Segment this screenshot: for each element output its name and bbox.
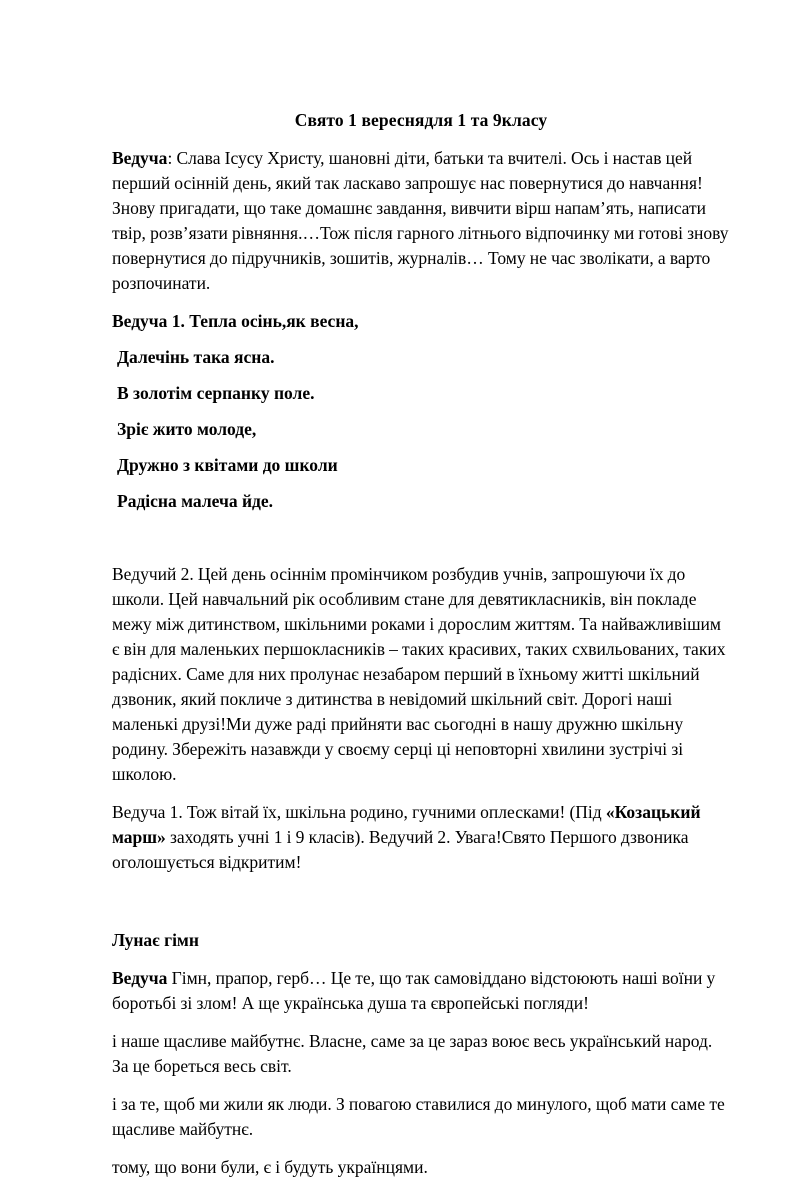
verse-line-6: Радісна малеча йде. [117, 491, 274, 511]
greeting-text-before: Ведуча 1. Тож вітай їх, шкільна родино, гучними оплесками! (Під [112, 802, 606, 822]
verse-line-5: Дружно з квітами до школи [117, 455, 338, 475]
document-title: Свято 1 вереснядля 1 та 9класу [294, 110, 548, 130]
verse-line-1: Ведуча 1. Тепла осінь,як весна, [112, 311, 359, 331]
verse-line-3: В золотім серпанку поле. [117, 383, 315, 403]
hymn-section-spacer [112, 888, 730, 928]
paragraph-intro [112, 146, 730, 296]
hymn-speech-text: Гімн, прапор, герб… Це те, що так самовіддано відстоюють наші воїни у боротьбі зі злом! А ще українська душа та європейські погляди! [112, 968, 716, 1013]
speaker-label-veducha-hymn: Ведуча [112, 968, 168, 988]
paragraph-future: і наше щасливе майбутнє. Власне, саме за це зараз воює весь український народ. За це бореться весь світ. [112, 1031, 713, 1076]
greeting-text-after: заходять учні 1 і 9 класів). Ведучий 2. Увага!Свято Першого дзвоника оголошується відкритим! [112, 827, 689, 872]
document-body [112, 108, 730, 1180]
paragraph-veduchyi-2: Ведучий 2. Цей день осіннім промінчиком розбудив учнів, запрошуючи їх до школи. Цей навчальний рік особливим стане для девятикласників, він покладе межу між дитинством, шкільними роками і дорослим життям. Та найважливішим є він для маленьких першокласників – таких красивих, таких схвильованих, таких радісних. Саме для них пролунає незабаром перший в їхньому житті шкільний дзвоник, який покличе з дитинства в невідомий шкільний світ. Дорогі наші маленькі друзі!Ми дуже раді прийняти вас сьогодні в нашу дружню шкільну родину. Збережіть назавжди у своєму серці ці неповторні хвилини зустрічі зі школою. [112, 564, 726, 784]
paragraph-ukrainians: тому, що вони були, є і будуть українцями. [112, 1157, 428, 1177]
paragraph-respect: і за те, щоб ми жили як люди. З повагою ставилися до минулого, щоб мати саме те щасливе майбутнє. [112, 1094, 725, 1139]
paragraph-greeting [112, 800, 730, 875]
intro-text: Слава Ісусу Христу, шановні діти, батьки та вчителі. Ось і настав цей перший осінній день, який так ласкаво запрошує нас повернутися до навчання! Знову пригадати, що таке домашнє завдання, вивчити вірш напам’ять, написати твір, розв’язати рівняння.…Тож після гарного літнього відпочинку ми готові знову повернутися до підручників, зошитів, журналів… Тому не час зволікати, а варто розпочинати. [112, 148, 729, 293]
paragraph-hymn-speech [112, 966, 730, 1016]
speaker-label-veducha: Ведуча [112, 148, 168, 168]
intro-colon: : [167, 148, 177, 168]
verse-line-2: Далечінь така ясна. [117, 347, 275, 367]
verse-line-4: Зріє жито молоде, [117, 419, 257, 439]
heading-hymn: Лунає гімн [112, 930, 199, 950]
verse-section-spacer [112, 525, 730, 562]
march-title: «Козацький марш» [112, 802, 701, 847]
